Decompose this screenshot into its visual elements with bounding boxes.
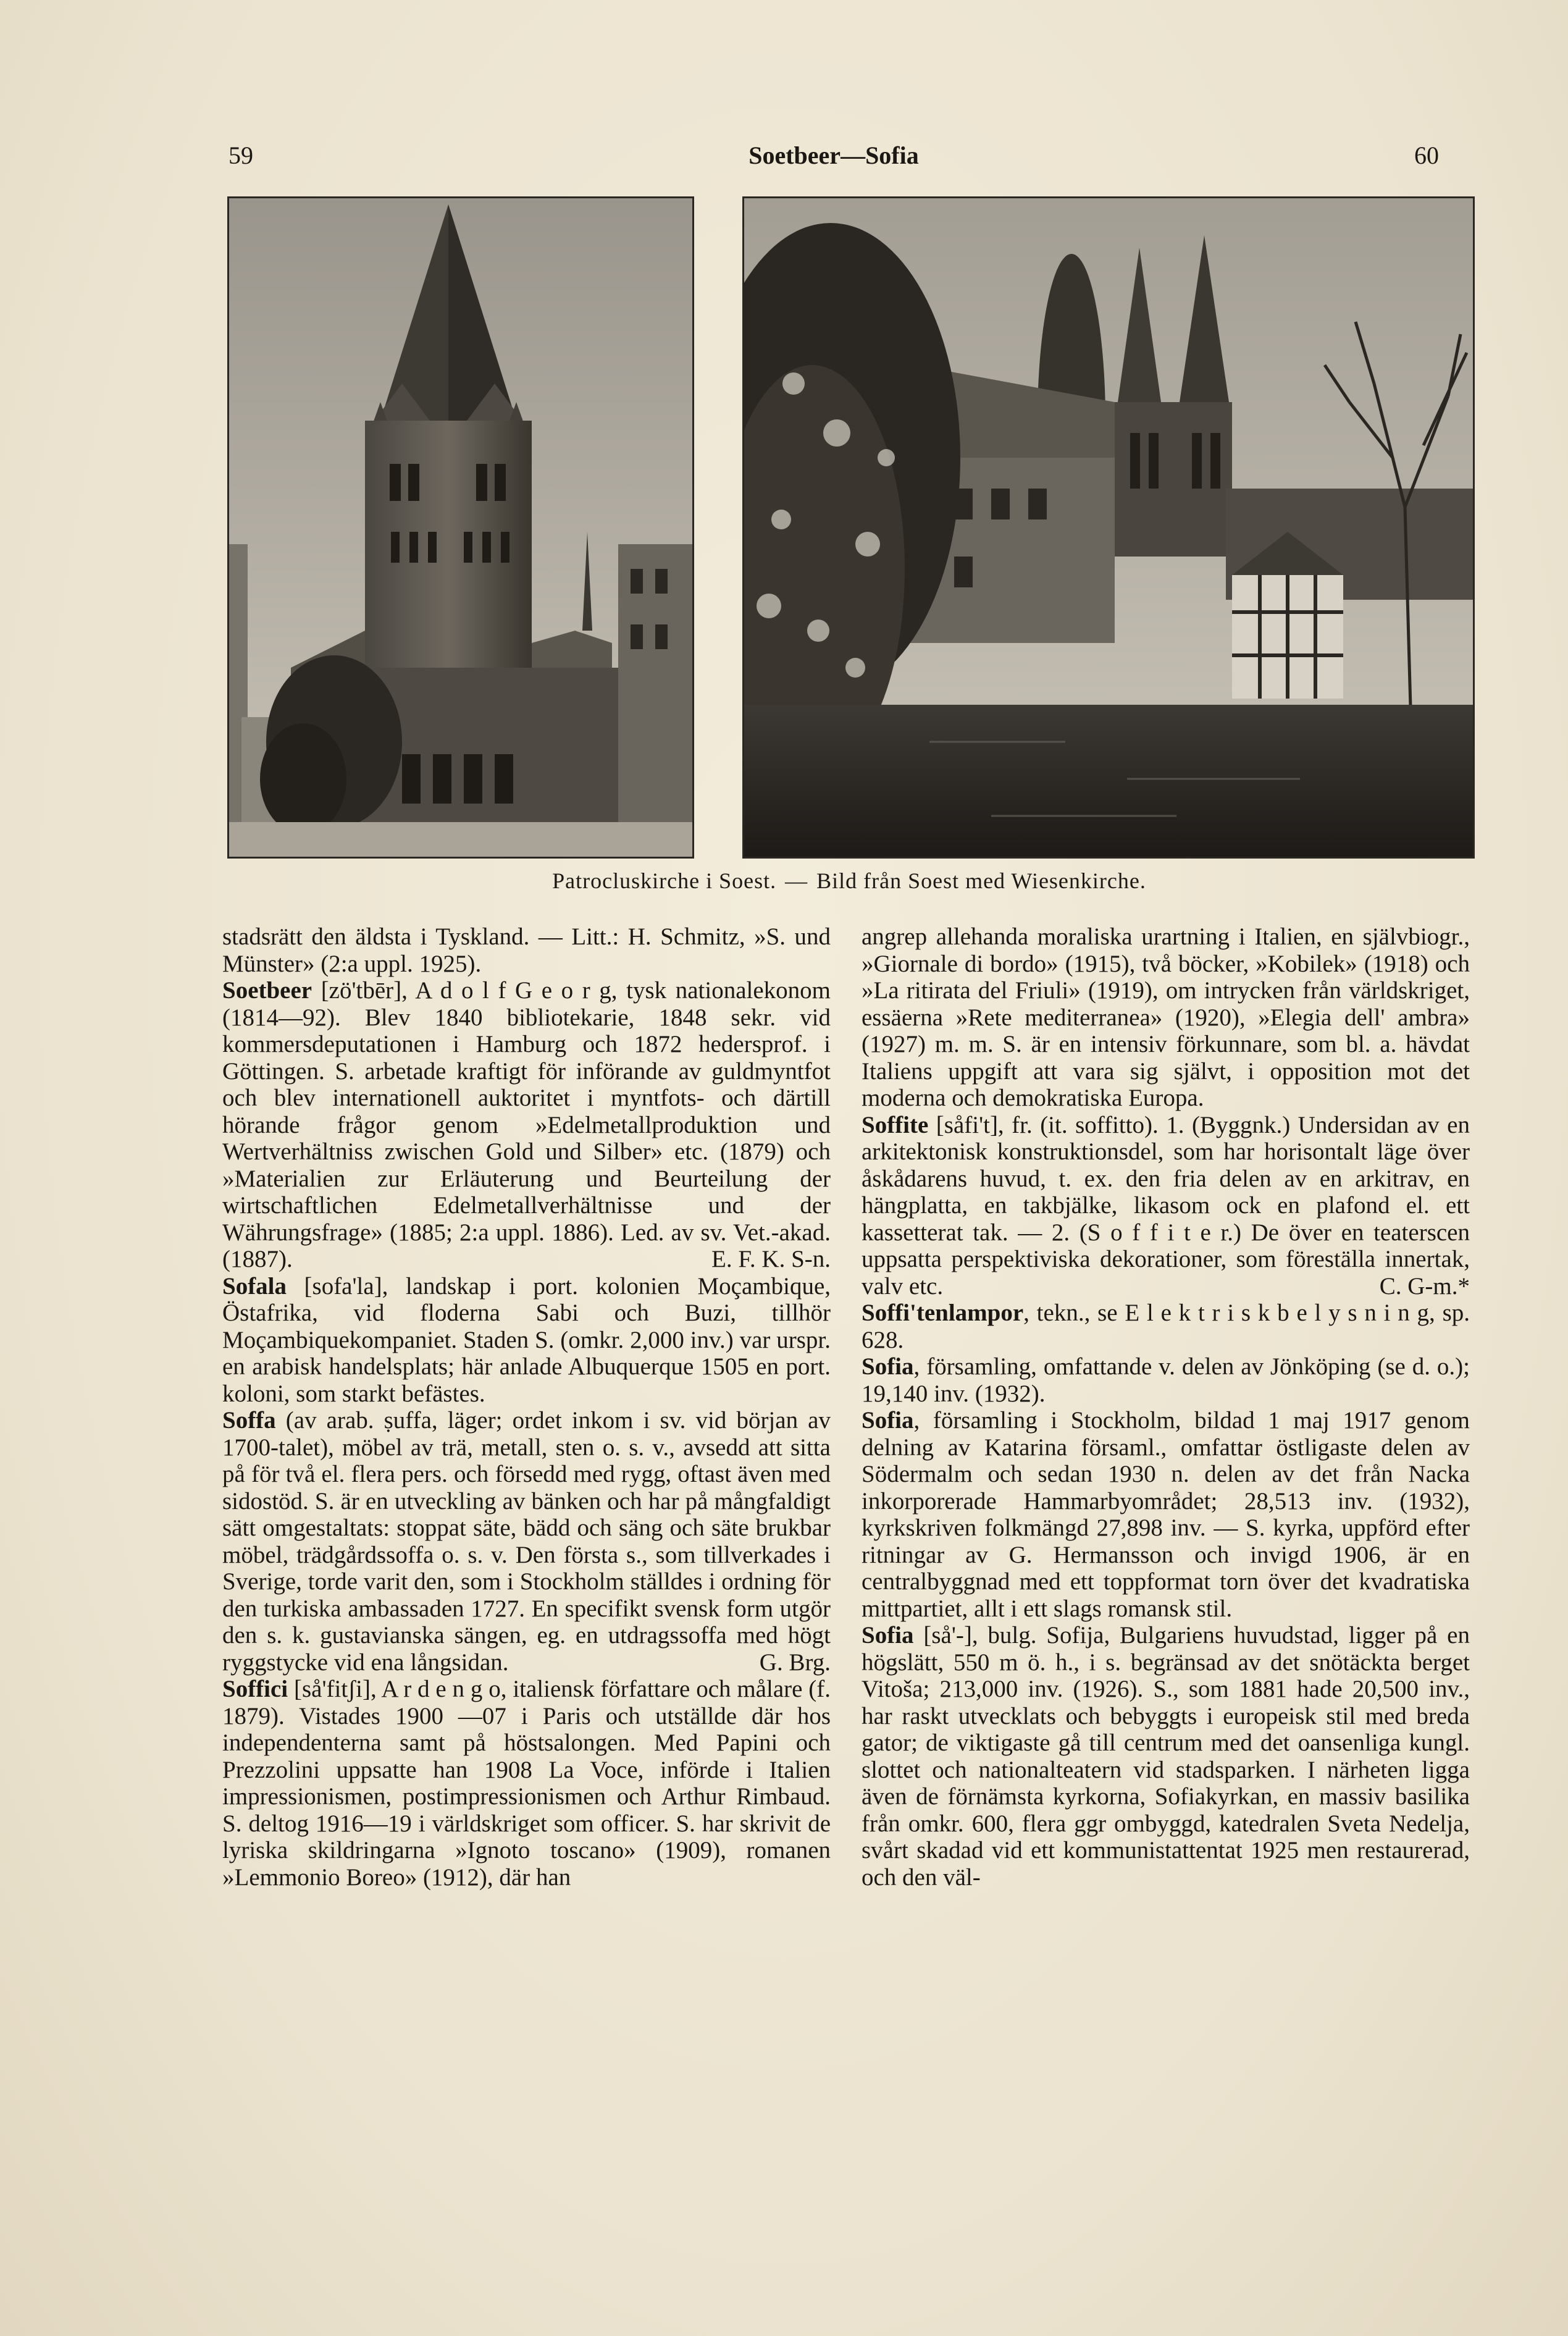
entry-text: [så'-], bulg. Sofija, Bulgariens huvudstad, ligger på en högslätt, 550 m ö. h., i s. begränsad av det snötäckta berget Vitoša; 213,000 inv. (1926). S., som 1881 hade 20,500 inv., har raskt utvecklats och bebyggts i europeisk stil med breda gator; de viktigaste gå till centrum med det oansenliga kungl. slottet och nationalteatern vid stadsparken. I närheten ligga även de förnämsta kyrkorna, Sofiakyrkan, en massiv basilika från omkr. 600, flera ggr ombyggd, katedralen Sveta Nedelja, svårt skadad vid ett kommunistattentat 1925 men restaurerad, och den väl- (862, 1622, 1470, 1891)
entry-text: , församling, omfattande v. delen av Jönköping (se d. o.); 19,140 inv. (1932). (862, 1353, 1470, 1407)
entry-text: [zö'tbēr], A d o l f G e o r g, tysk nationalekonom (1814—92). Blev 1840 bibliotekarie, 1848 sekr. vid kommersdeputationen i Hamburg och 1872 hedersprof. i Göttingen. S. arbetade kraftigt för införande av guldmyntfot och blev internationell auktoritet i myntfots- och därtill hörande frågor genom »Edelmetallproduktion und Wertverhältniss zwischen Gold und Silber» etc. (1879) och »Materialien zur Erläuterung und Beurteilung der wirtschaftlichen Edelmetallverhältnisse und der Währungsfrage» (1885; 2:a uppl. 1886). Led. av sv. Vet.-akad. (1887). (222, 977, 831, 1272)
entry-text: , tekn., se E l e k t r i s k b e l y s n i n g, sp. 628. (862, 1300, 1470, 1353)
caption-right: Bild från Soest med Wiesenkirche. (816, 868, 1146, 893)
entry-text: [sofa'la], landskap i port. kolonien Moçambique, Östafrika, vid floderna Sabi och Buzi, tillhör Moçambiquekompaniet. Staden S. (omkr. 2,000 inv.) var urspr. en arabisk handelsplats; här anlade Albuquerque 1505 en port. koloni, som starkt befästes. (222, 1272, 831, 1407)
entry-text: [så'fitʃi], A r d e n g o, italiensk författare och målare (f. 1879). Vistades 1900 —07 i Paris och utställde där hos independenterna samt på höstsalongen. Med Papini och Prezzolini uppsatte han 1908 La Voce, införde i Italien impressionismen, postimpressionismen och Arthur Rimbaud. S. deltog 1916—19 i världskriget som officer. S. har skrivit de lyriska skildringarna »Ignoto toscano» (1909), romanen »Lemmonio Boreo» (1912), där han (222, 1676, 831, 1891)
soest-wiesenkirche-photo (742, 196, 1475, 859)
page-number-left: 59 (228, 141, 253, 169)
entry-text: [såfi't], fr. (it. soffitto). 1. (Byggnk.) Undersidan av en arkitektonisk konstruktionsdel, som har horisontalt läge över åskådarens huvud, t. ex. den fria delen av en arkitrav, en hängplatta, en takbjälke, likasom ock en plafond el. ett kassetterat tak. — 2. (S o f f i t e r.) De över en teaterscen uppsatta perspektiviska dekorationer, som föreställa innertak, valv etc. (862, 1111, 1470, 1300)
entry-text: stadsrätt den äldsta i Tyskland. — Litt.: H. Schmitz, »S. und Münster» (2:a uppl. 1925). (222, 923, 831, 977)
entry-headword: Sofia (862, 1407, 914, 1434)
entry-headword: Soffite (862, 1111, 929, 1138)
entry-paragraph (222, 1273, 831, 1408)
entry-paragraph (222, 1407, 831, 1676)
caption-separator: — (785, 868, 808, 893)
running-title: Soetbeer—Sofia (748, 141, 919, 169)
caption-left: Patrocluskirche i Soest. (552, 868, 777, 893)
page-header (228, 141, 1439, 184)
entry-headword: Soffici (222, 1676, 288, 1702)
entry-paragraph (862, 1622, 1470, 1891)
entry-text: angrep allehanda moraliska urartning i Italien, en självbiogr., »Giornale di bordo» (1915), två böcker, »Kobilek» (1918) och »La ritirata del Friuli» (1919), om intrycken från världskriget, essäerna »Rete mediterranea» (1920), »Elegia dell' ambra» (1927) m. m. S. är en intensiv förkunnare, som bl. a. hävdat Italiens uppgift att vara sig självt, i opposition mot det moderna och demokratiska Europa. (862, 923, 1470, 1111)
entry-paragraph (862, 923, 1470, 1112)
entry-text: , församling i Stockholm, bildad 1 maj 1917 genom delning av Katarina församl., omfattar östligaste delen av Södermalm och sedan 1930 n. delen av det från Nacka inkorporerade Hammarbyområdet; 28,513 inv. (1932), kyrkskriven folkmängd 27,898 inv. — S. kyrka, uppförd efter ritningar av G. Hermansson och invigd 1906, är en centralbyggnad med ett toppformat torn över det kvadratiska mittpartiet, allt i ett slags romansk stil. (862, 1407, 1470, 1622)
entry-paragraph (862, 1112, 1470, 1300)
entry-paragraph (862, 1353, 1470, 1407)
entry-paragraph (222, 977, 831, 1273)
right-text-column (862, 923, 1470, 1891)
entry-headword: Sofala (222, 1272, 287, 1300)
entry-headword: Soffa (222, 1407, 276, 1434)
entry-signature: G. Brg. (759, 1649, 831, 1676)
entry-signature: E. F. K. S-n. (711, 1246, 831, 1272)
entry-headword: Soffi'tenlampor (862, 1300, 1024, 1326)
entry-paragraph (862, 1300, 1470, 1353)
patroclus-church-photo (227, 196, 694, 859)
entry-paragraph (222, 1676, 831, 1891)
entry-headword: Soetbeer (222, 977, 312, 1004)
entry-signature: C. G-m.* (1379, 1272, 1470, 1300)
entry-headword: Sofia (862, 1622, 914, 1649)
church-tower-illustration (229, 198, 692, 857)
figure-caption (227, 868, 1471, 894)
entry-paragraph (222, 923, 831, 977)
entry-headword: Sofia (862, 1353, 914, 1380)
wiesenkirche-illustration (744, 198, 1473, 857)
page-number-right: 60 (1414, 141, 1439, 169)
entry-paragraph (862, 1407, 1470, 1622)
entry-text: (av arab. ṣuffa, läger; ordet inkom i sv. vid början av 1700-talet), möbel av trä, metall, sten o. s. v., avsedd att sitta på för två el. flera pers. och försedd med rygg, oftast även med sidostöd. S. är en utveckling av bänken och har på mångfaldigt sätt omgestaltats: stoppat säte, bädd och säng och säte brukbar möbel, trädgårdssoffa o. s. v. Den första s., som tillverkades i Sverige, torde varit den, som i Stockholm ställdes i ordning för den turkiska ambassaden 1727. En specifikt svensk form utgör den s. k. gustavianska sängen, eg. en utdragssoffa med högt ryggstycke vid ena långsidan. (222, 1407, 831, 1676)
left-text-column (222, 923, 831, 1891)
